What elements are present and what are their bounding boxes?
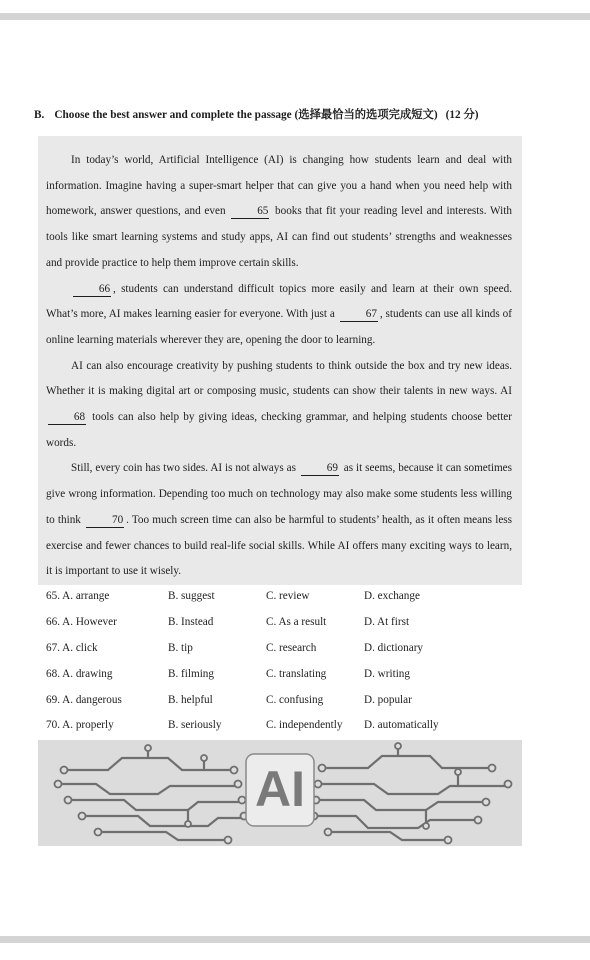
answer-option[interactable]: C. confusing (266, 693, 324, 706)
passage-text: tools can also help by giving ideas, checking grammar, and helping students choose better words. (46, 411, 512, 449)
bottom-divider (0, 936, 590, 943)
answer-option[interactable]: C. independently (266, 719, 343, 732)
ai-logo: AI (255, 761, 305, 817)
answer-option[interactable]: B. suggest (168, 590, 215, 602)
passage-text: , students can use all kinds of online learning materials wherever they are, opening the door to learning. (46, 308, 512, 346)
answer-blank: 65 (231, 205, 269, 219)
top-divider (0, 13, 590, 20)
passage-text: AI can also encourage creativity by pushing students to think outside the box and try new ideas. Whether it is making digital art or composing music, students can show their talents in new ways. AI (46, 359, 512, 398)
answer-option[interactable]: D. exchange (364, 590, 420, 602)
passage (46, 148, 512, 585)
passage-text: , students can understand difficult topics more easily and learn at their own speed. What’s more, AI makes learning easier for everyone. With just a (46, 282, 512, 321)
answer-option[interactable]: C. research (266, 641, 317, 654)
answer-option[interactable]: B. Instead (168, 615, 214, 628)
ai-circuit-banner (38, 740, 522, 846)
passage-text: . Too much screen time can also be harmful to students’ health, as it often means less exercise and fewer chances to build real-life social skills. While AI offers many exciting ways to learn, it is important to use it wisely. (46, 513, 512, 578)
passage-text: books that fit your reading level and interests. With tools like smart learning systems and study apps, AI can find out students’ strengths and weaknesses and provide practice to help them improve certain skills. (46, 205, 512, 269)
section-instruction: Choose the best answer and complete the passage (选择最恰当的选项完成短文) (54, 109, 438, 121)
passage-paragraph (46, 277, 512, 354)
answer-blank: 68 (48, 411, 86, 425)
passage-paragraph (46, 456, 512, 585)
section-heading (34, 106, 564, 122)
answer-option[interactable]: 65. A. arrange (46, 590, 110, 602)
answer-option[interactable]: 68. A. drawing (46, 667, 113, 680)
question-options-row (46, 636, 516, 662)
answer-option[interactable]: D. popular (364, 693, 412, 706)
answer-blank: 70 (86, 514, 124, 528)
answer-blank: 66 (73, 283, 111, 297)
answer-option[interactable]: D. automatically (364, 719, 439, 732)
section-score: (12 分) (445, 109, 479, 121)
passage-text: In today’s world, Artificial Intelligence (AI) is changing how students learn and deal with information. Imagine having a super-smart helper that can give you a hand when you need help with homework, answer questions, and even (46, 154, 512, 218)
answer-option[interactable]: 70. A. properly (46, 719, 114, 732)
question-options-row (46, 662, 516, 688)
answer-option[interactable]: B. seriously (168, 719, 222, 732)
answer-option[interactable]: D. At first (364, 615, 410, 628)
answer-option[interactable]: 69. A. dangerous (46, 693, 122, 706)
answer-option[interactable]: C. As a result (266, 615, 327, 628)
answer-option[interactable]: B. helpful (168, 693, 213, 706)
answer-blank: 69 (301, 462, 339, 476)
answer-option[interactable]: C. translating (266, 667, 327, 680)
question-options-row (46, 584, 516, 610)
answer-option[interactable]: B. tip (168, 641, 193, 654)
section-label: B. (34, 109, 45, 121)
answer-option[interactable]: D. writing (364, 667, 410, 680)
options-list (46, 584, 516, 739)
question-options-row (46, 713, 516, 739)
answer-option[interactable]: B. filming (168, 667, 214, 680)
answer-option[interactable]: 66. A. However (46, 615, 117, 628)
answer-option[interactable]: 67. A. click (46, 641, 98, 654)
question-options-row (46, 610, 516, 636)
passage-text: as it seems, because it can sometimes give wrong information. Depending too much on technology may also make some students less willing to think (46, 462, 512, 526)
answer-blank: 67 (340, 308, 378, 322)
passage-paragraph (46, 148, 512, 277)
answer-option[interactable]: D. dictionary (364, 641, 424, 654)
passage-text: Still, every coin has two sides. AI is not always as (71, 462, 299, 475)
passage-paragraph (46, 354, 512, 457)
answer-option[interactable]: C. review (266, 590, 310, 602)
question-options-row (46, 688, 516, 714)
